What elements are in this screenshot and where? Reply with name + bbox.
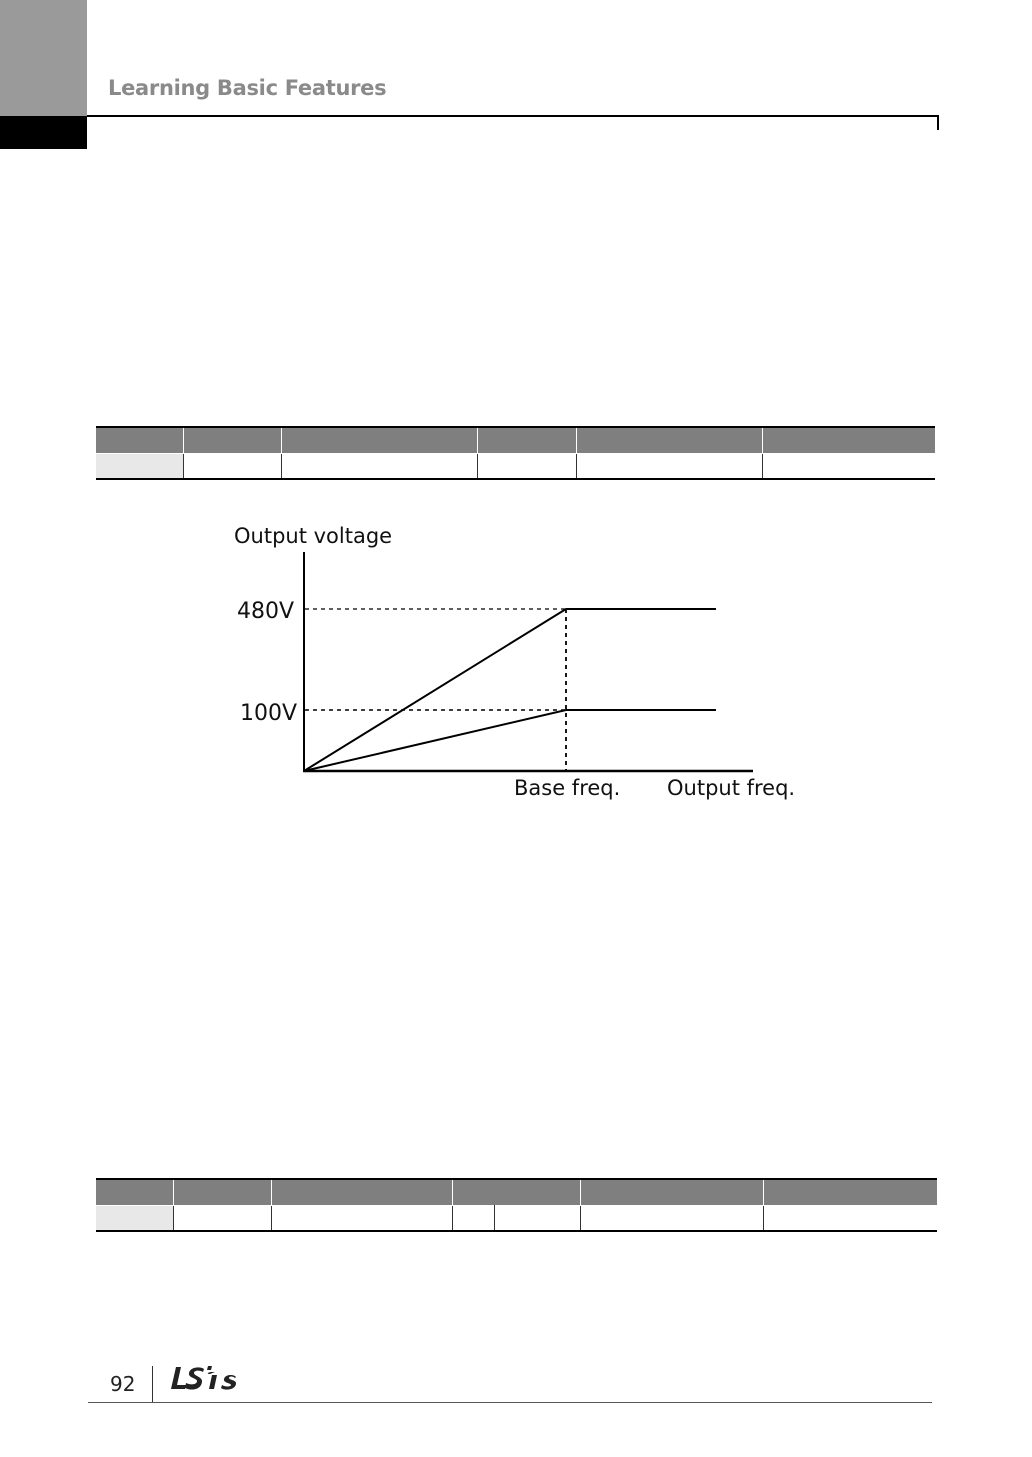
table-header-cell bbox=[580, 1179, 763, 1206]
table-cell bbox=[281, 454, 477, 480]
table-row bbox=[96, 454, 935, 480]
footer-rule bbox=[88, 1402, 932, 1403]
table-header-cell bbox=[477, 427, 576, 454]
series-line-100v bbox=[304, 710, 716, 771]
corner-tab bbox=[0, 0, 87, 116]
table-cell bbox=[96, 1206, 173, 1232]
parameter-table-1 bbox=[96, 426, 935, 480]
table-header-cell bbox=[281, 427, 477, 454]
section-title: Learning Basic Features bbox=[108, 76, 387, 100]
table-row bbox=[96, 1206, 937, 1232]
y-tick-label-480: 480V bbox=[237, 599, 295, 624]
table-cell bbox=[762, 454, 935, 480]
table-cell bbox=[763, 1206, 937, 1232]
voltage-frequency-chart bbox=[220, 505, 820, 815]
x-tick-label-base-freq: Base freq. bbox=[514, 776, 621, 800]
corner-tab-dark bbox=[0, 116, 87, 149]
table-header-cell bbox=[452, 1179, 580, 1206]
table-header-row bbox=[96, 1179, 937, 1206]
table-header-cell bbox=[762, 427, 935, 454]
table-cell bbox=[576, 454, 762, 480]
y-tick-label-100: 100V bbox=[240, 701, 298, 726]
table-header-cell bbox=[271, 1179, 452, 1206]
parameter-table-2 bbox=[96, 1178, 937, 1232]
table-header-cell bbox=[96, 1179, 173, 1206]
table-header-row bbox=[96, 427, 935, 454]
x-axis-label: Output freq. bbox=[667, 776, 796, 800]
ls-is-logo bbox=[168, 1364, 254, 1396]
table-cell bbox=[173, 1206, 271, 1232]
table-cell bbox=[96, 454, 183, 480]
table-header-cell bbox=[763, 1179, 937, 1206]
table-cell bbox=[580, 1206, 763, 1232]
table-header-cell bbox=[576, 427, 762, 454]
table-cell bbox=[452, 1206, 494, 1232]
page-number: 92 bbox=[110, 1372, 136, 1396]
table-header-cell bbox=[173, 1179, 271, 1206]
footer-separator bbox=[152, 1366, 153, 1402]
table-header-cell bbox=[183, 427, 281, 454]
series-line-480v bbox=[304, 609, 716, 771]
header-rule-tick bbox=[937, 115, 939, 130]
y-axis-label: Output voltage bbox=[234, 524, 393, 548]
table-cell bbox=[183, 454, 281, 480]
header-rule bbox=[87, 115, 939, 117]
table-cell bbox=[477, 454, 576, 480]
table-cell bbox=[271, 1206, 452, 1232]
table-cell bbox=[494, 1206, 580, 1232]
table-header-cell bbox=[96, 427, 183, 454]
